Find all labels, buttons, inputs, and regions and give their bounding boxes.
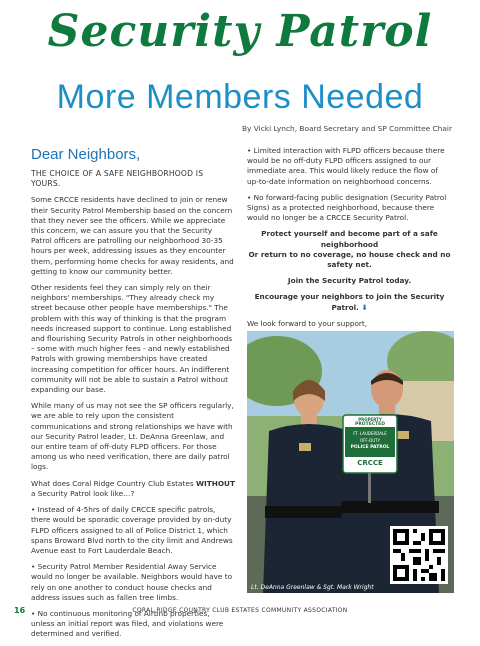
paragraph-2: Other residents feel they can simply rely on their neighbors' memberships. "They already check my street because other people have memberships." The problem with this way of thinking is that the program needs increased support to continue. Long established and flourishing Security Patrols in other neighborhoods – some with much higher fees - and newly established Patrols with growing memberships have created increasing competition for officer hours. An indifferent community will not be able to sustain a Patrol without expanding our base.: [31, 283, 233, 395]
left-column: [31, 146, 235, 646]
bullet-3: • No continuous monitoring of Airbnb properties, unless an initial report was filed, and violations were determined and verified.: [31, 608, 224, 639]
sign-line-4: OFF-DUTY: [359, 438, 381, 443]
byline: By Vicki Lynch, Board Secretary and SP Committee Chair: [241, 124, 452, 133]
headline-subtitle: More Members Needed: [56, 78, 424, 116]
sign-line-2: PROTECTED: [355, 422, 385, 427]
qr-code[interactable]: [390, 526, 448, 584]
sign-logo: CRCCE: [357, 459, 383, 467]
right-column: [247, 146, 452, 355]
bullet-4: • Limited interaction with FLPD officers because there would be no off-duty FLPD officers assigned to our immediate area. This would likely reduce the flow of up-to-date information on neighborhood concerns.: [247, 146, 445, 186]
question: [31, 479, 235, 499]
greeting: Dear Neighbors,: [31, 146, 141, 163]
bold-statement-1a: Protect yourself and become part of a safe neighborhood: [261, 229, 438, 249]
question-start: What does Coral Ridge Country Club Estates: [31, 478, 196, 488]
bold-statement-1b: Or return to no coverage, no house check and no safety net.: [248, 249, 451, 270]
footer-publication: CORAL RIDGE COUNTRY CLUB ESTATES COMMUNITY ASSOCIATION: [132, 607, 348, 614]
photo-caption: Lt. DeAnna Greenlaw & Sgt. Mark Wright: [251, 584, 374, 591]
paragraph-1: Some CRCCE residents have declined to join or renew their Security Patrol Membership based on the concern that they never see the officers. While we appreciate this concern, we can assure you that the Security Patrol officers are patrolling our neighborhood 30-35 hours per week, addressing issues as they encounter them, performing home checks for away residents, and getting to know our community better.: [31, 195, 234, 276]
question-end: a Security Patrol look like…?: [31, 488, 135, 498]
officers-photo: [247, 331, 454, 593]
bullet-5: • No forward-facing public designation (Security Patrol Signs) as a protected neighborhood, because there would no longer be a CRCCE Security Patrol.: [247, 192, 447, 223]
paragraph-3: While many of us may not see the SP officers regularly, we are able to rely upon the consistent communications and strong relationships we have with our Security Patrol leader, Lt. DeAnna Greenlaw, and our entire team of off-duty FLPD officers. For those among us who need verification, there are daily patrol logs.: [31, 401, 234, 472]
bullet-2: • Security Patrol Member Residential Away Service would no longer be available. Neighbors would have to rely on one another to conduct house checks and address issues such as fallen tree limbs.: [31, 562, 233, 602]
sign-line-1: PROPERTY: [358, 417, 382, 422]
bold-statement-2: Join the Security Patrol today.: [287, 276, 412, 286]
headline-title: Security Patrol: [47, 6, 433, 57]
closing: We look forward to your support,: [247, 318, 368, 328]
down-arrow-icon: ⬇: [361, 302, 368, 312]
bold-statement-3: [247, 292, 452, 312]
sign-line-3: FT. LAUDERDALE: [353, 431, 387, 436]
page-number: 16: [14, 606, 26, 615]
question-bold: WITHOUT: [195, 478, 235, 488]
subhead: THE CHOICE OF A SAFE NEIGHBORHOOD IS YOURS.: [31, 169, 204, 189]
qr-code-icon: [393, 529, 445, 581]
bullet-1: • Instead of 4-5hrs of daily CRCCE specific patrols, there would be sporadic coverage provided by on-duty FLPD officers assigned to all of Police District 1, which spans Broward Blvd north to the city limit and Andrews Avenue east to Fort Lauderdale Beach.: [31, 505, 233, 555]
sign-line-5: POLICE PATROL: [350, 445, 390, 450]
bold-statement-3-text: Encourage your neighbors to join the Security Patrol.: [254, 292, 445, 312]
